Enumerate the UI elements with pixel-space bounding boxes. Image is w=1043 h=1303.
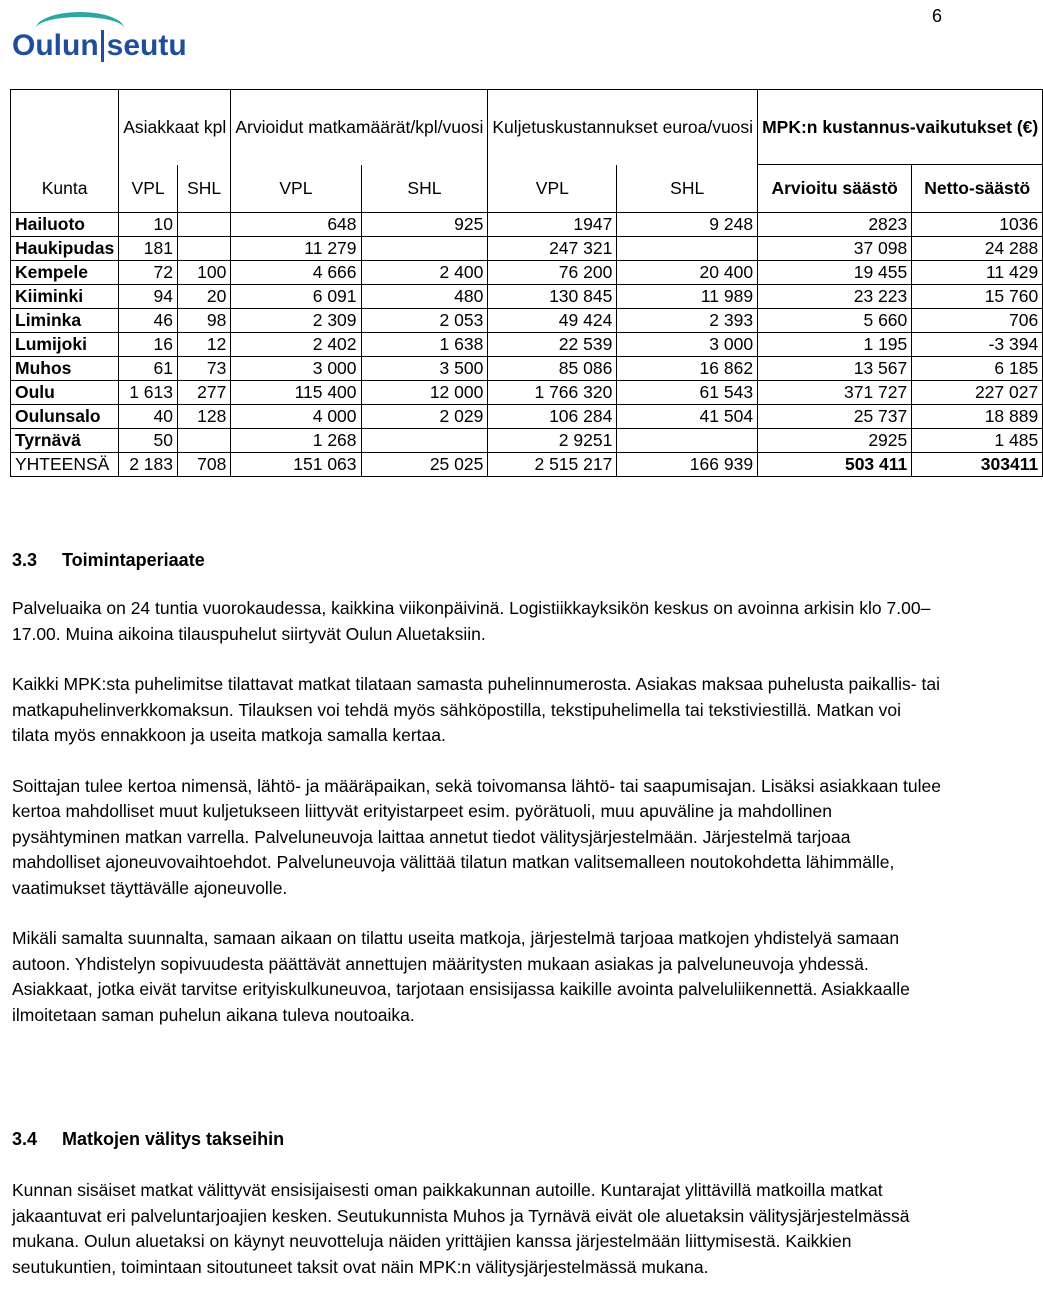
table-cell: 1 485 (912, 429, 1043, 453)
table-row (11, 405, 1043, 429)
table-cell: 9 248 (617, 213, 758, 237)
header-netto-saasto: Netto-säästö (912, 165, 1043, 213)
table-cell: 6 185 (912, 357, 1043, 381)
table-cell: 25 025 (361, 453, 488, 477)
table-cell: 3 500 (361, 357, 488, 381)
table-cell: 181 (119, 237, 178, 261)
table-cell: 1 268 (231, 429, 361, 453)
kunta-name: Kiiminki (11, 285, 119, 309)
header-kuljetuskustannukset: Kuljetuskustannukset euroa/vuosi (488, 90, 758, 165)
section-number: 3.3 (12, 550, 38, 570)
kunta-name: Tyrnävä (11, 429, 119, 453)
table-cell: 648 (231, 213, 361, 237)
header-vpl: VPL (488, 165, 617, 213)
table-cell: 73 (177, 357, 230, 381)
header-kunta: Kunta (11, 165, 119, 213)
table-cell: 46 (119, 309, 178, 333)
table-cell: 4 666 (231, 261, 361, 285)
table-cell: 2 053 (361, 309, 488, 333)
table-cell: 2 402 (231, 333, 361, 357)
table-row (11, 429, 1043, 453)
table-row (11, 237, 1043, 261)
header-shl: SHL (617, 165, 758, 213)
table-cell: 2 515 217 (488, 453, 617, 477)
table-cell: 18 889 (912, 405, 1043, 429)
logo-arc-icon (36, 12, 124, 45)
table-cell (177, 429, 230, 453)
table-cell: 2 9251 (488, 429, 617, 453)
table-cell (361, 237, 488, 261)
table-cell: 925 (361, 213, 488, 237)
table-cell: 61 543 (617, 381, 758, 405)
table-row (11, 357, 1043, 381)
section-heading (12, 548, 942, 573)
table-cell: 277 (177, 381, 230, 405)
paragraph: Kaikki MPK:sta puhelimitse tilattavat matkat tilataan samasta puhelinnumerosta. Asiakas maksaa puhelusta paikallis- tai matkapuhelinverkkomaksun. Tilauksen voi tehdä myös sähköpostilla, tekstipuhelimella tai tekstiviestillä. Matkan voi tilata myös ennakkoon ja useita matkoja samalla kertaa. (12, 674, 940, 745)
table-row (11, 261, 1043, 285)
table-cell: 37 098 (758, 237, 912, 261)
table-cell: 94 (119, 285, 178, 309)
table-row (11, 381, 1043, 405)
table-cell: 20 (177, 285, 230, 309)
table-cell: 85 086 (488, 357, 617, 381)
table-cell: 5 660 (758, 309, 912, 333)
table-cell: 100 (177, 261, 230, 285)
table-cell: 2 400 (361, 261, 488, 285)
section-3-4 (12, 1127, 942, 1280)
table-cell: 6 091 (231, 285, 361, 309)
table-cell: 227 027 (912, 381, 1043, 405)
cost-table (10, 89, 1043, 477)
kunta-name: Kempele (11, 261, 119, 285)
table-cell: 247 321 (488, 237, 617, 261)
paragraph: Soittajan tulee kertoa nimensä, lähtö- ja määräpaikan, sekä toivomansa lähtö- tai saapumisajan. Lisäksi asiakkaan tulee kertoa mahdolliset muut kuljetukseen liittyvät erityistarpeet esim. pyörätuoli, muu apuväline ja mahdollinen pysähtyminen matkan varrella. Palveluneuvoja laittaa annetut tiedot välitysjärjestelmään. Järjestelmä tarjoaa mahdolliset ajoneuvovaihtoehdot. Palveluneuvoja välittää tilatun matkan valitsemalleen noutokohdetta lähimmälle, vaatimukset täyttävälle ajoneuvolle. (12, 775, 941, 898)
table-cell: 2 393 (617, 309, 758, 333)
table-cell: 41 504 (617, 405, 758, 429)
header-vpl: VPL (231, 165, 361, 213)
total-arvioitu-saasto: 503 411 (758, 453, 912, 477)
total-netto-saasto: 303411 (912, 453, 1043, 477)
paragraph: Palveluaika on 24 tuntia vuorokaudessa, kaikkina viikonpäivinä. Logistiikkayksikön keskus on avoinna arkisin klo 7.00–17.00. Muina aikoina tilauspuhelut siirtyvät Oulun Aluetaksiin. (12, 598, 931, 644)
section-title: Toimintaperiaate (62, 550, 205, 570)
table-cell: 98 (177, 309, 230, 333)
table-cell: 1 613 (119, 381, 178, 405)
oulunseutu-logo (12, 26, 187, 66)
table-cell: 76 200 (488, 261, 617, 285)
table-cell: 13 567 (758, 357, 912, 381)
table-cell: 72 (119, 261, 178, 285)
logo-text-seutu: seutu (106, 29, 187, 62)
header-matkamaarat: Arvioidut matkamäärät/kpl/vuosi (231, 90, 488, 165)
table-cell: 24 288 (912, 237, 1043, 261)
section-title: Matkojen välitys takseihin (62, 1129, 285, 1149)
table-cell: 49 424 (488, 309, 617, 333)
table-header-row-2 (11, 165, 1043, 213)
page-number: 6 (931, 6, 942, 26)
kunta-name: Muhos (11, 357, 119, 381)
table-cell: 50 (119, 429, 178, 453)
header-vpl: VPL (119, 165, 178, 213)
section-3-3 (12, 548, 942, 1028)
table-cell: 2 029 (361, 405, 488, 429)
kunta-name: Lumijoki (11, 333, 119, 357)
section-heading (12, 1127, 942, 1152)
table-cell (617, 429, 758, 453)
header-shl: SHL (177, 165, 230, 213)
header-arvioitu-saasto: Arvioitu säästö (758, 165, 912, 213)
table-header-row-1 (11, 90, 1043, 165)
table-cell: 19 455 (758, 261, 912, 285)
kunta-name: Liminka (11, 309, 119, 333)
table-cell: 1 638 (361, 333, 488, 357)
table-cell: 371 727 (758, 381, 912, 405)
table-cell: 151 063 (231, 453, 361, 477)
table-total-row (11, 453, 1043, 477)
table-cell: 2 309 (231, 309, 361, 333)
table-cell: 10 (119, 213, 178, 237)
table-cell: 3 000 (617, 333, 758, 357)
table-cell: 1947 (488, 213, 617, 237)
table-cell: 20 400 (617, 261, 758, 285)
paragraph: Kunnan sisäiset matkat välittyvät ensisijaisesti oman paikkakunnan autoille. Kuntarajat ylittävillä matkoilla matkat jakaantuvat eri palveluntarjoajien kesken. Seutukunnista Muhos ja Tyrnävä eivät ole aluetaksin välitysjärjestelmässä mukana. Oulun aluetaksi on käynyt neuvotteluja näiden yrittäjien kanssa järjestelmään liittymisestä. Kaikkien seutukuntien, toimintaan sitoutuneet taksit ovat näin MPK:n välitysjärjestelmässä mukana. (12, 1180, 910, 1277)
table-cell: 115 400 (231, 381, 361, 405)
kunta-name: Haukipudas (11, 237, 119, 261)
table-cell: 1036 (912, 213, 1043, 237)
kunta-name: Hailuoto (11, 213, 119, 237)
kunta-name: Oulunsalo (11, 405, 119, 429)
table-cell: 480 (361, 285, 488, 309)
table-cell: 130 845 (488, 285, 617, 309)
section-number: 3.4 (12, 1129, 38, 1149)
table-cell: 2925 (758, 429, 912, 453)
header-shl: SHL (361, 165, 488, 213)
header-asiakkaat: Asiakkaat kpl (119, 90, 231, 165)
table-cell: 128 (177, 405, 230, 429)
table-cell: 1 766 320 (488, 381, 617, 405)
table-cell (361, 429, 488, 453)
table-cell: 25 737 (758, 405, 912, 429)
table-cell (177, 213, 230, 237)
table-cell: -3 394 (912, 333, 1043, 357)
table-cell: 106 284 (488, 405, 617, 429)
table-cell: 4 000 (231, 405, 361, 429)
table-cell: 16 862 (617, 357, 758, 381)
table-cell: 15 760 (912, 285, 1043, 309)
total-label: YHTEENSÄ (11, 453, 119, 477)
table-cell: 1 195 (758, 333, 912, 357)
table-cell: 708 (177, 453, 230, 477)
table-row (11, 309, 1043, 333)
table-row (11, 213, 1043, 237)
paragraph: Mikäli samalta suunnalta, samaan aikaan on tilattu useita matkoja, järjestelmä tarjoaa matkojen yhdistelyä samaan autoon. Yhdistelyn sopivuudesta päättävät annettujen määritysten mukaan asiakas ja palveluneuvoja yhdessä. Asiakkaat, jotka eivät tarvitse erityiskulkuneuvoa, tarjotaan ensisijassa kaikille avointa palveluliikennettä. Asiakkaalle ilmoitetaan saman puhelun aikana tuleva noutoaika. (12, 928, 910, 1025)
header-blank (11, 90, 119, 165)
table-cell: 23 223 (758, 285, 912, 309)
kunta-name: Oulu (11, 381, 119, 405)
table-cell (617, 237, 758, 261)
table-cell: 40 (119, 405, 178, 429)
table-cell: 706 (912, 309, 1043, 333)
table-cell: 2 183 (119, 453, 178, 477)
table-cell: 61 (119, 357, 178, 381)
logo-text-oulun: Oulun (12, 29, 99, 62)
table-cell: 2823 (758, 213, 912, 237)
table-cell (177, 237, 230, 261)
table-row (11, 285, 1043, 309)
table-cell: 16 (119, 333, 178, 357)
table-cell: 166 939 (617, 453, 758, 477)
table-cell: 11 989 (617, 285, 758, 309)
table-cell: 11 429 (912, 261, 1043, 285)
table-cell: 12 000 (361, 381, 488, 405)
table-cell: 3 000 (231, 357, 361, 381)
table-cell: 12 (177, 333, 230, 357)
table-cell: 22 539 (488, 333, 617, 357)
table-cell: 11 279 (231, 237, 361, 261)
table-row (11, 333, 1043, 357)
header-mpk-vaikutukset: MPK:n kustannus-vaikutukset (€) (758, 90, 1043, 165)
